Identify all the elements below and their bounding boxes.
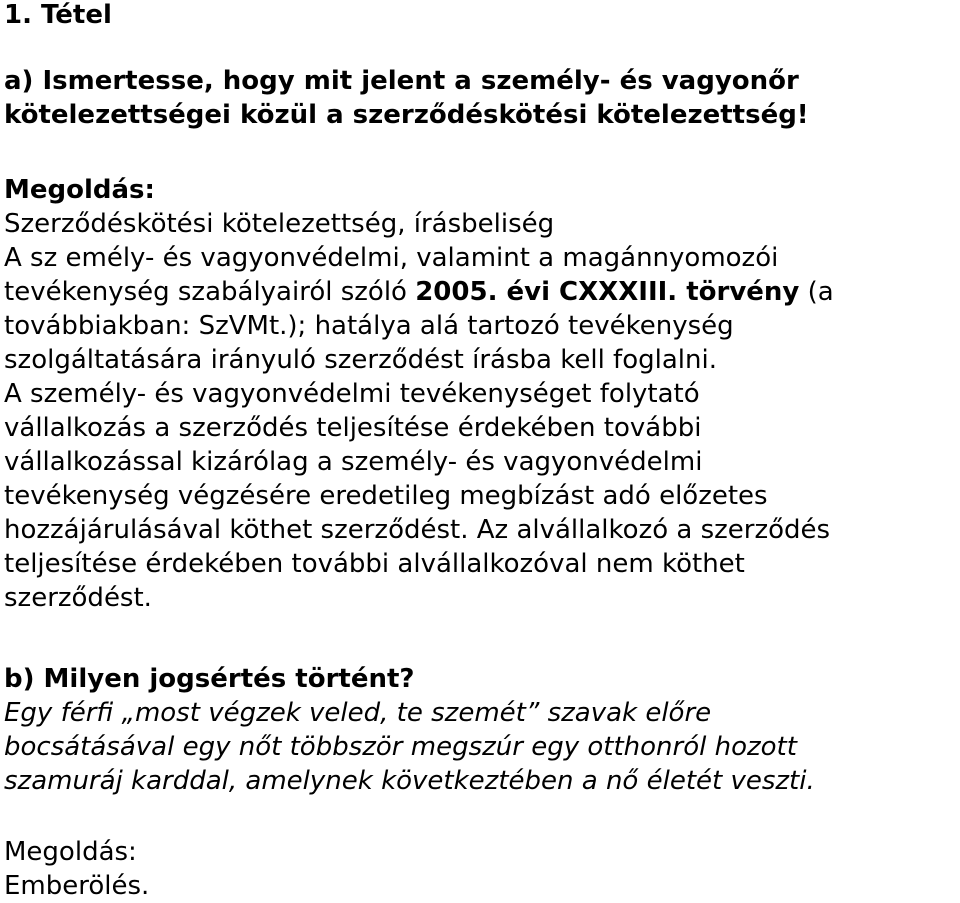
question-b-heading: b) Milyen jogsértés történt? bbox=[4, 664, 415, 694]
solution-b-answer: Emberölés. bbox=[4, 871, 150, 901]
solution-a-line: Szerződéskötési kötelezettség, írásbeliség bbox=[4, 209, 555, 239]
solution-a-line: hozzájárulásával köthet szerződést. Az alvállalkozó a szerződés bbox=[4, 515, 831, 545]
question-b-text bbox=[4, 696, 815, 798]
solution-a-text: tevékenység szabályairól szóló bbox=[4, 277, 416, 307]
question-b-line: bocsátásával egy nőt többször megszúr egy otthonról hozott bbox=[4, 732, 797, 762]
document-title: 1. Tétel bbox=[4, 0, 112, 30]
solution-a-line: tevékenység végzésére eredetileg megbízást adó előzetes bbox=[4, 481, 768, 511]
question-b-line: szamuráj karddal, amelynek következtében a nő életét veszti. bbox=[4, 766, 815, 796]
solution-a-line: A személy- és vagyonvédelmi tevékenységet folytató bbox=[4, 379, 700, 409]
solution-a-heading: Megoldás: bbox=[4, 175, 155, 205]
solution-a-line bbox=[4, 275, 834, 309]
solution-a-text: (a bbox=[799, 277, 834, 307]
solution-a-line: vállalkozással kizárólag a személy- és vagyonvédelmi bbox=[4, 447, 703, 477]
solution-a-line: teljesítése érdekében további alvállalkozóval nem köthet bbox=[4, 549, 745, 579]
solution-a-line: vállalkozás a szerződés teljesítése érdekében további bbox=[4, 413, 702, 443]
solution-a-line: szerződést. bbox=[4, 583, 152, 613]
solution-b bbox=[4, 835, 149, 903]
question-a bbox=[4, 64, 809, 132]
question-b-line: Egy férfi „most végzek veled, te szemét” szavak előre bbox=[4, 698, 712, 728]
question-a-line: kötelezettségei közül a szerződéskötési kötelezettség! bbox=[4, 100, 809, 130]
solution-a-line: szolgáltatására irányuló szerződést írásba kell foglalni. bbox=[4, 345, 717, 375]
solution-b-heading: Megoldás: bbox=[4, 837, 137, 867]
solution-a-line: továbbiakban: SzVMt.); hatálya alá tartozó tevékenység bbox=[4, 311, 734, 341]
solution-a-line: A sz emély- és vagyonvédelmi, valamint a magánnyomozói bbox=[4, 243, 779, 273]
law-reference: 2005. évi CXXXIII. törvény bbox=[415, 277, 800, 307]
question-a-line: a) Ismertesse, hogy mit jelent a személy- és vagyonőr bbox=[4, 66, 799, 96]
solution-a bbox=[4, 173, 834, 615]
